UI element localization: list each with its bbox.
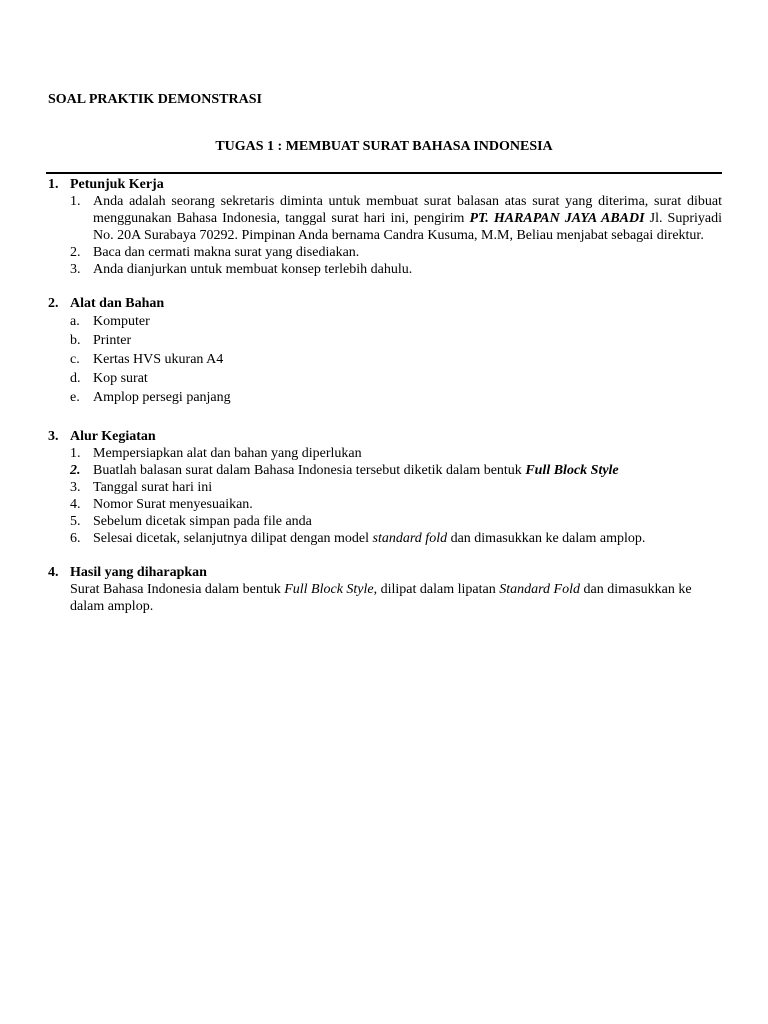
item-number: 2.: [70, 245, 81, 260]
item-text-part: Selesai dicetak, selanjutnya dilipat dengan model: [93, 531, 373, 546]
item-text: Anda dianjurkan untuk membuat konsep terlebih dahulu.: [93, 262, 413, 277]
item-letter: e.: [70, 390, 80, 405]
item-letter: c.: [70, 352, 80, 367]
list-item: [70, 350, 722, 369]
section-title: Hasil yang diharapkan: [70, 565, 207, 580]
item-text: Printer: [93, 333, 132, 348]
item-text: Kop surat: [93, 371, 148, 386]
section-alat-dan-bahan: [48, 295, 722, 407]
list-item: [70, 244, 722, 261]
list-item: [70, 388, 722, 407]
section-title: Alur Kegiatan: [70, 429, 156, 444]
list-item: [70, 261, 722, 278]
section-number: 2.: [48, 296, 59, 311]
list-item: [70, 513, 722, 530]
list-item: [70, 331, 722, 350]
item-text-part: dan dimasukkan ke dalam amplop.: [447, 531, 646, 546]
text-part: , dilipat dalam lipatan: [373, 582, 500, 597]
title-divider: [46, 172, 722, 174]
item-text-part: Jl. Supriyadi No. 20A Surabaya 70292. Pimpinan Anda bernama Candra Kusuma, M.M, Beliau menjabat sebagai direktur.: [93, 211, 722, 243]
item-number: 2.: [70, 463, 81, 478]
text-part: Surat Bahasa Indonesia dalam bentuk: [70, 582, 285, 597]
item-text: Amplop persegi panjang: [93, 390, 231, 405]
item-number: 3.: [70, 480, 81, 495]
item-number: 6.: [70, 531, 81, 546]
task-title: TUGAS 1 : MEMBUAT SURAT BAHASA INDONESIA: [215, 139, 553, 154]
materials-list: [48, 312, 722, 407]
section-petunjuk-kerja: [48, 176, 722, 278]
list-item: [70, 445, 722, 462]
item-number: 4.: [70, 497, 81, 512]
list-item: [70, 496, 722, 513]
list-item: [70, 462, 722, 479]
section-hasil-yang-diharapkan: [48, 564, 722, 615]
company-name: PT. HARAPAN JAYA ABADI: [469, 211, 645, 226]
item-text: Baca dan cermati makna surat yang disediakan.: [93, 245, 360, 260]
emphasis-text: Standard Fold: [499, 582, 580, 597]
activity-list: [48, 445, 722, 547]
list-item: [70, 479, 722, 496]
item-number: 1.: [70, 194, 81, 209]
section-title: Alat dan Bahan: [70, 296, 165, 311]
section-heading: [48, 564, 722, 581]
text-part: dan dimasukkan ke dalam amplop.: [70, 582, 692, 614]
section-heading: [48, 295, 722, 312]
section-heading: [48, 428, 722, 445]
list-item: [70, 530, 722, 547]
section-number: 3.: [48, 429, 59, 444]
item-number: 1.: [70, 446, 81, 461]
item-text-part: Anda adalah seorang sekretaris diminta untuk membuat surat balasan atas surat yang diterima, surat dibuat menggunakan Bahasa Indonesia, tanggal surat hari ini, pengirim: [93, 194, 722, 226]
section-heading: [48, 176, 722, 193]
item-text-part: Buatlah balasan surat dalam Bahasa Indonesia tersebut diketik dalam bentuk: [93, 463, 526, 478]
emphasis-text: standard fold: [372, 531, 448, 546]
item-text: Nomor Surat menyesuaikan.: [93, 497, 253, 512]
item-text: [93, 530, 722, 547]
emphasis-text: Full Block Style: [284, 582, 374, 597]
item-letter: a.: [70, 314, 80, 329]
section-number: 4.: [48, 565, 59, 580]
item-number: 3.: [70, 262, 81, 277]
instruction-list: [48, 193, 722, 278]
emphasis-text: Full Block Style: [525, 463, 619, 478]
item-text: [93, 193, 722, 244]
item-text: Kertas HVS ukuran A4: [93, 352, 224, 367]
item-letter: d.: [70, 371, 81, 386]
list-item: [70, 312, 722, 331]
item-text: Tanggal surat hari ini: [93, 480, 213, 495]
section-title: Petunjuk Kerja: [70, 177, 164, 192]
list-item: [70, 193, 722, 244]
item-text: Komputer: [93, 314, 150, 329]
section-alur-kegiatan: [48, 428, 722, 547]
list-item: [70, 369, 722, 388]
item-letter: b.: [70, 333, 81, 348]
section-number: 1.: [48, 177, 59, 192]
document-content: [48, 176, 722, 615]
item-number: 5.: [70, 514, 81, 529]
document-header: SOAL PRAKTIK DEMONSTRASI: [48, 92, 262, 107]
item-text: Sebelum dicetak simpan pada file anda: [93, 514, 312, 529]
item-text: Mempersiapkan alat dan bahan yang diperlukan: [93, 446, 362, 461]
expected-result-text: [70, 581, 722, 615]
item-text: [93, 462, 722, 479]
